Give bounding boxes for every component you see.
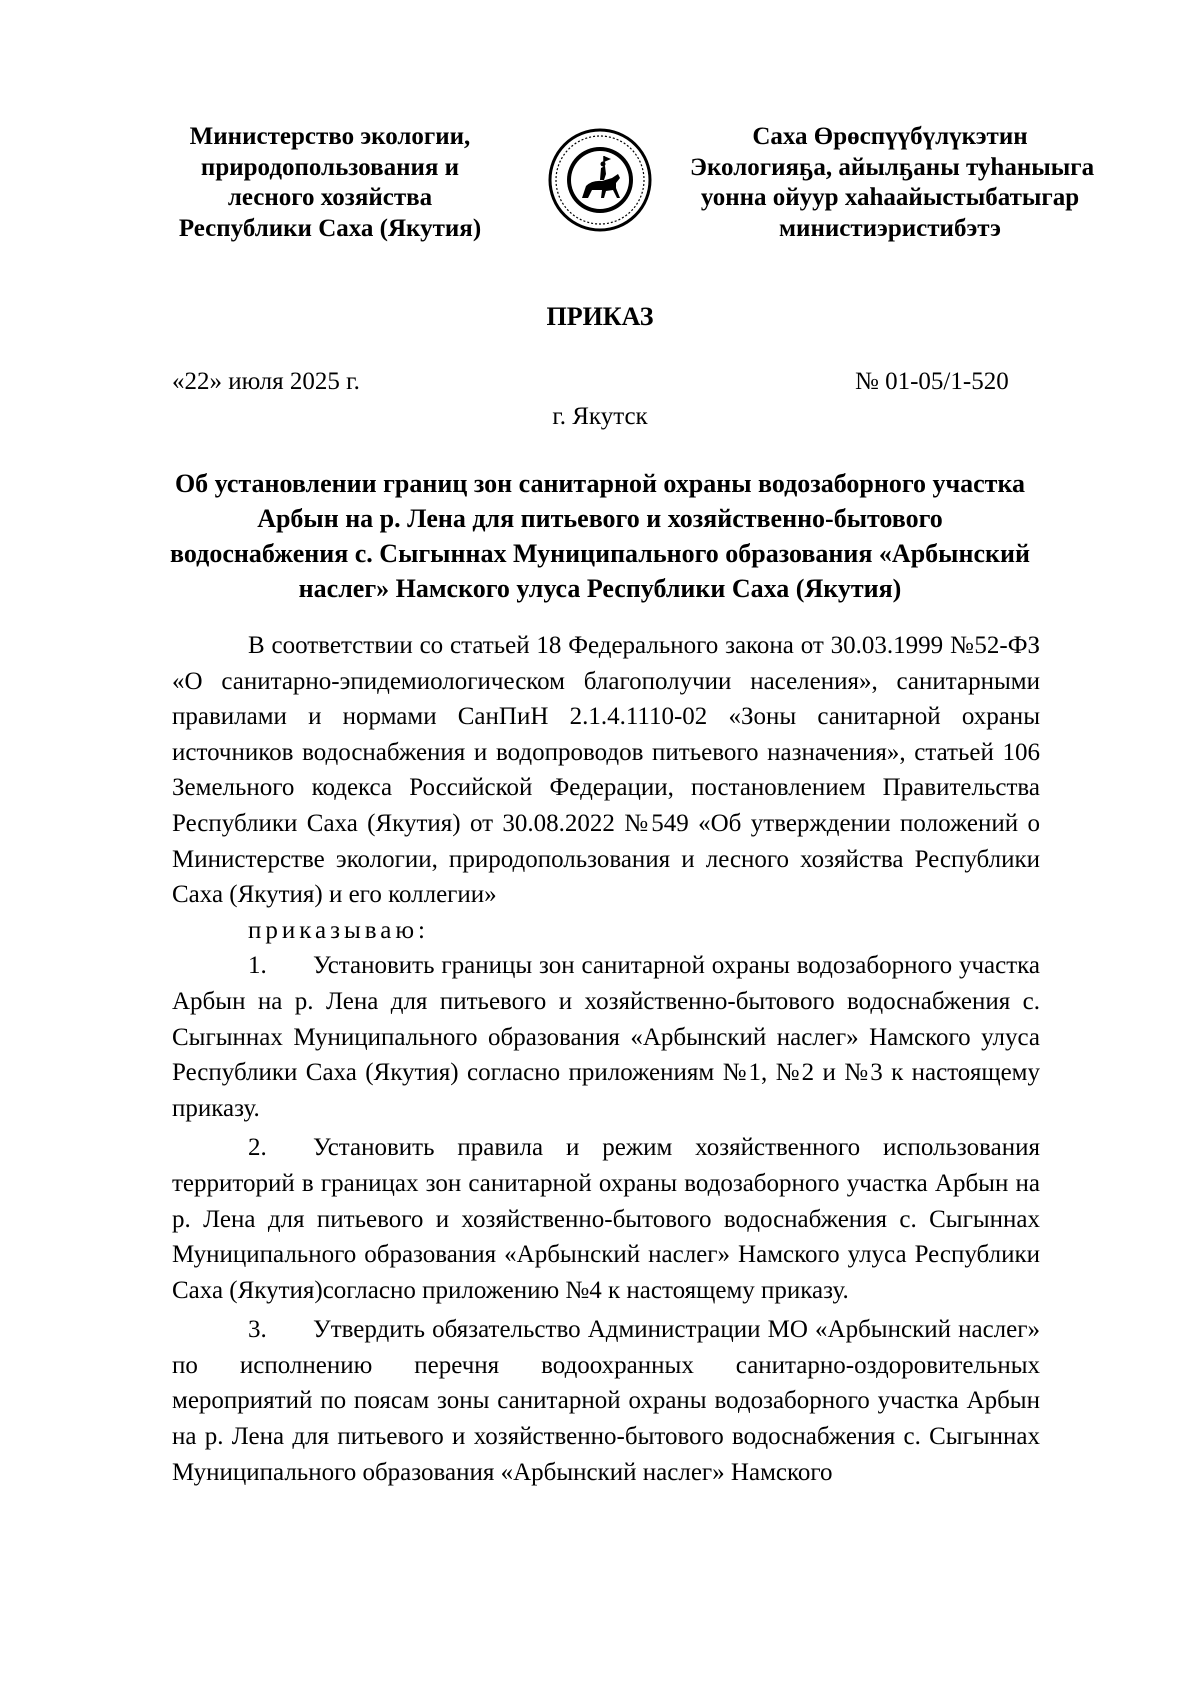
document-body	[172, 628, 1040, 1490]
orders-word: приказываю:	[248, 916, 429, 944]
ministry-name-line: уонна ойуур хаһаайыстыбатыгар	[700, 184, 1080, 211]
ministry-name-line: Министерство экологии,	[189, 123, 471, 150]
order-item-number: 3.	[248, 1316, 267, 1344]
ministry-name-yakut	[690, 122, 1095, 244]
ministry-name-line: министиэристибэтэ	[779, 214, 1001, 242]
order-item-text: Утвердить обязательство Администрации МО «Арбынский наслег» по исполнению перечня водоохранных санитарно-оздоровительных мероприятий по поясам зоны санитарной охраны водозаборного участка Арбын на р. Лена для питьевого и хозяйственно-бытового водоснабжения с. Сыгыннах Муниципального образования «Арбынский наслег» Намского	[172, 1316, 1040, 1486]
ministry-name-line: Экологияҕа, айылҕаны туһаныыга	[690, 153, 1095, 181]
ministry-name-line: природопользования и	[200, 153, 460, 181]
document-date: «22» июля 2025 г.	[172, 368, 360, 395]
ministry-name-line: лесного хозяйства	[227, 184, 433, 211]
document-subject	[160, 466, 1040, 606]
order-item-number: 2.	[248, 1134, 267, 1162]
subject-line: наслег» Намского улуса Республики Саха (Якутия)	[298, 574, 902, 603]
document-number: № 01-05/1-520	[855, 368, 1009, 395]
order-item	[172, 948, 1040, 1126]
order-item-number: 1.	[248, 952, 267, 980]
preamble-paragraph: В соответствии со статьей 18 Федерального закона от 30.03.1999 №52-ФЗ «О санитарно-эпидемиологическом благополучии населения», санитарными правилами и нормами СанПиН 2.1.4.1110-02 «Зоны санитарной охраны источников водоснабжения и водопроводов питьевого назначения», статьей 106 Земельного кодекса Российской Федерации, постановлением Правительства Республики Саха (Якутия) от 30.08.2022 №549 «Об утверждении положений о Министерстве экологии, природопользования и лесного хозяйства Республики Саха (Якутия) и его коллегии»	[172, 632, 1040, 909]
order-item-text: Установить границы зон санитарной охраны водозаборного участка Арбын на р. Лена для питьевого и хозяйственно-бытового водоснабжения с. Сыгыннах Муниципального образования «Арбынский наслег» Намского улуса Республики Саха (Якутия) согласно приложениям №1, №2 и №3 к настоящему приказу.	[172, 952, 1040, 1122]
order-item	[172, 1312, 1040, 1490]
subject-line: Об установлении границ зон санитарной охраны водозаборного участка	[174, 469, 1026, 498]
ministry-name-line: Саха Өрөспүүбүлүкэтин	[752, 123, 1028, 150]
subject-line: водоснабжения с. Сыгыннах Муниципального образования «Арбынский	[170, 539, 1030, 568]
document-title: ПРИКАЗ	[546, 302, 654, 331]
subject-line: Арбын на р. Лена для питьевого и хозяйственно-бытового	[257, 504, 943, 533]
ministry-name-line: Республики Саха (Якутия)	[178, 214, 482, 242]
ministry-name-russian	[140, 122, 520, 244]
yakutia-coat-of-arms-icon	[548, 128, 652, 232]
order-item-text: Установить правила и режим хозяйственного использования территорий в границах зон санитарной охраны водозаборного участка Арбын на р. Лена для питьевого и хозяйственно-бытового водоснабжения с. Сыгыннах Муниципального образования «Арбынский наслег» Намского улуса Республики Саха (Якутия)согласно приложению №4 к настоящему приказу.	[172, 1134, 1040, 1304]
order-item	[172, 1130, 1040, 1308]
document-city: г. Якутск	[552, 403, 648, 430]
